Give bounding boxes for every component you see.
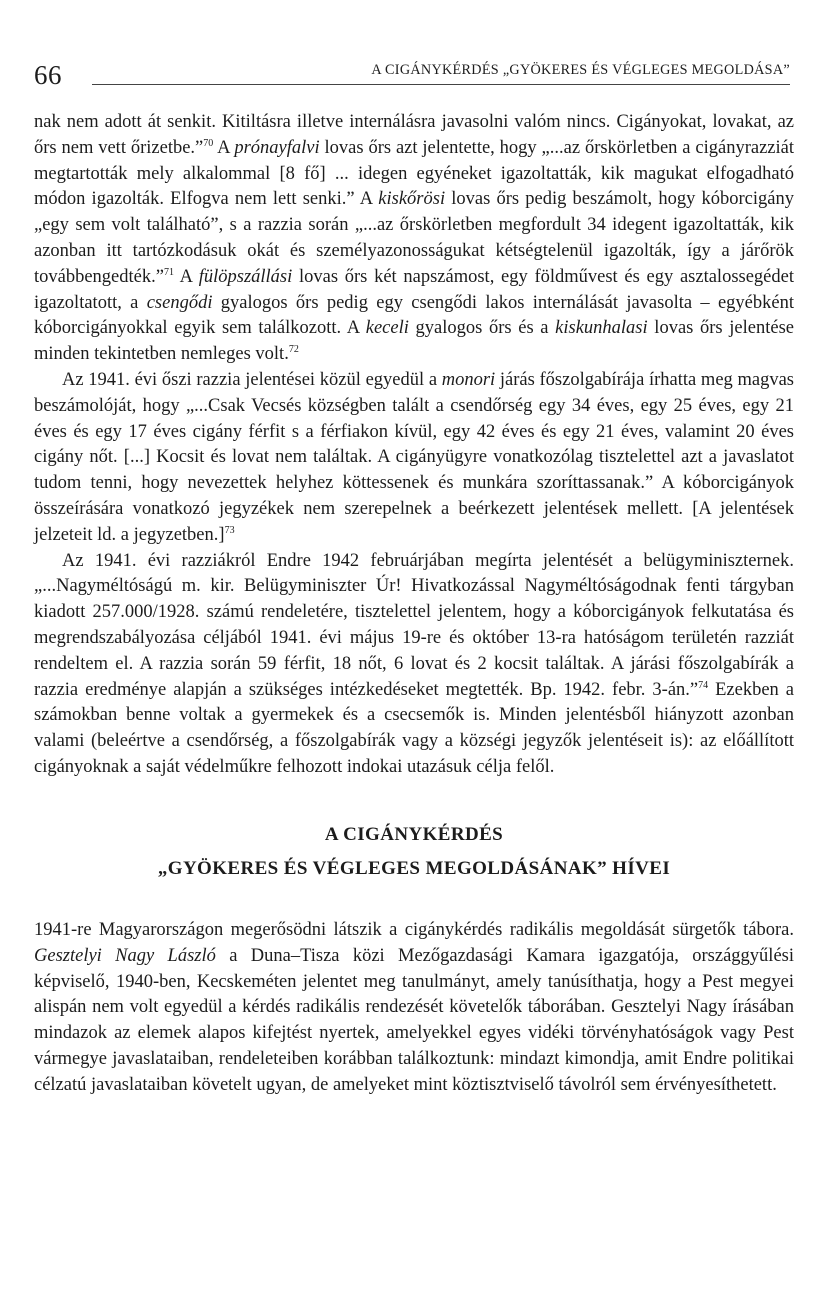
place-name: kiskunhalasi (555, 318, 648, 339)
paragraph-1 (34, 110, 794, 368)
running-head: A CIGÁNYKÉRDÉS „GYÖKERES ÉS VÉGLEGES MEGOLDÁSA” (371, 62, 790, 78)
text-run: a Duna–Tisza közi Mezőgazdasági Kamara igazgatója, országgyűlési képviselő, 1940-ben, Kecskeméten jelentet meg tanulmányt, amely tanúsíthatja, hogy a Pest megyei alispán nem volt egyedül a kérdés radikális rendezését követelők táborában. Gesztelyi Nagy írásában mindazok az elemek alapos kifejtést nyertek, amelyekkel egyes vidéki törvényhatóságok vagy Pest vármegye javaslataiban, rendeleteiben korábban találkoztunk: mindazt kimondja, amit Endre politikai célzatú javaslataiban követelt ugyan, de amelyeket mint köztisztviselő távolról sem érvényesíthetett. (34, 945, 794, 1095)
text-run: lovas őrs azt jelentette, hogy „...az őrskörletben a cigányrazziát megtartották mely alkalommal [8 fő] ... idegen egyéneket igazoltatták, kik magukat elfogadható módon igazolták. Elfogva nem lett senki.” A (34, 137, 794, 210)
text-run: Az 1941. évi őszi razzia jelentései közül egyedül a (62, 369, 442, 390)
place-name: kiskőrösi (378, 189, 446, 210)
text-run: gyalogos őrs és a (408, 318, 556, 339)
place-name: fülöpszállási (198, 266, 293, 287)
text-run: A (213, 137, 235, 158)
section-heading-line-1: A CIGÁNYKÉRDÉS (324, 824, 504, 845)
header-rule (92, 84, 790, 85)
text-run: lovas őrs pedig beszámolt, hogy kóborcigány „egy sem volt található”, s a razzia során „...az őrskörletben megfordult 34 idegent igazoltatták, kik azonban itt tartózkodásuk okát és személyazonosságukat kétségtelenül igazolták, így a járőrök továbbengedték.” (34, 189, 794, 287)
place-name: prónayfalvi (234, 137, 320, 158)
text-run: lovas őrs két napszámost, egy földművest és egy asztalossegédet igazoltatott, a (34, 266, 794, 313)
text-run: Ezekben a számokban benne voltak a gyermekek és a csecsemők is. Minden jelentésből hiányzott azonban valami (beleértve a csendőrség, a főszolgabírák vagy a községi jegyzők jelentéseit is): az előállított cigányoknak a saját védelműkre felhozott indokai utazásuk célja felől. (34, 679, 794, 777)
text-run: A (173, 266, 199, 287)
place-name: monori (441, 369, 496, 390)
place-name: keceli (365, 318, 409, 339)
footnote-ref: 71 (163, 266, 174, 278)
footnote-ref: 70 (203, 137, 214, 149)
body-text (34, 110, 794, 781)
footnote-ref: 74 (698, 679, 709, 691)
text-run: nak nem adott át senkit. Kitiltásra illetve internálásra javasolni valóm nincs. Cigányokat, lovakat, az őrs nem vett őrizetbe.” (34, 112, 794, 158)
paragraph-2 (34, 368, 794, 549)
footnote-ref: 73 (224, 524, 235, 536)
text-run: Az 1941. évi razziákról Endre 1942 februárjában megírta jelentését a belügyminiszternek. „...Nagyméltóságú m. kir. Belügyminiszter Úr! Hivatkozással Nagyméltóságodnak fenti tárgyban kiadott 257.000/1928. számú rendeletére, tisztelettel jelentem, hogy a kóborcigányok felkutatása és megrendszabályozása céljából 1941. évi május 19-re és október 13-ra hatóságom területén razziát rendeltem el. A razzia során 59 férfit, 18 nőt, 6 lovat és 2 kocsit találtak. A járási főszolgabírák a razzia eredménye alapján a szükséges intézkedéseket megtették. Bp. 1942. febr. 3-án.” (34, 550, 794, 700)
page-number: 66 (34, 60, 62, 90)
text-run: járás főszolgabírája írhatta meg magvas beszámolóját, hogy „...Csak Vecsés községben talált a csendőrség egy 34 éves, egy 25 éves, egy 21 éves és egy 17 éves cigány férfit s a férfiakon kívül, egy 42 éves és egy 21 éves, valamint 20 éves cigány nőt. [...] Kocsit és lovat nem találtak. A cigányügyre vonatkozólag tisztelettel azt a javaslatot tudom tenni, hogy nevezettek helyhez köttessenek és munkára szoríttassanak.” A kóborcigányok összeírására vonatkozó jegyzékek nem szerepelnek a beérkezett jelentések mellett. [A jelentések jelzeteit ld. a jegyzetben.] (34, 369, 794, 545)
paragraph-3 (34, 549, 794, 781)
place-name: csengődi (146, 292, 213, 313)
section-body-text (34, 918, 794, 1099)
section-heading-line-2: „GYÖKERES ÉS VÉGLEGES MEGOLDÁSÁNAK” HÍVEI (157, 858, 671, 879)
paragraph-4 (34, 918, 794, 1099)
footnote-ref: 72 (288, 344, 299, 356)
text-run: 1941-re Magyarországon megerősödni látszik a cigánykérdés radikális megoldását sürgetők tábora. (34, 920, 794, 940)
text-run: lovas őrs jelentése minden tekintetben nemleges volt. (34, 318, 794, 365)
person-name: Gesztelyi Nagy László (34, 945, 216, 966)
text-run: gyalogos őrs pedig egy csengődi lakos internálását javasolta – egyébként kóborcigányokkal egyik sem találkozott. A (34, 292, 794, 339)
section-heading (34, 818, 794, 886)
